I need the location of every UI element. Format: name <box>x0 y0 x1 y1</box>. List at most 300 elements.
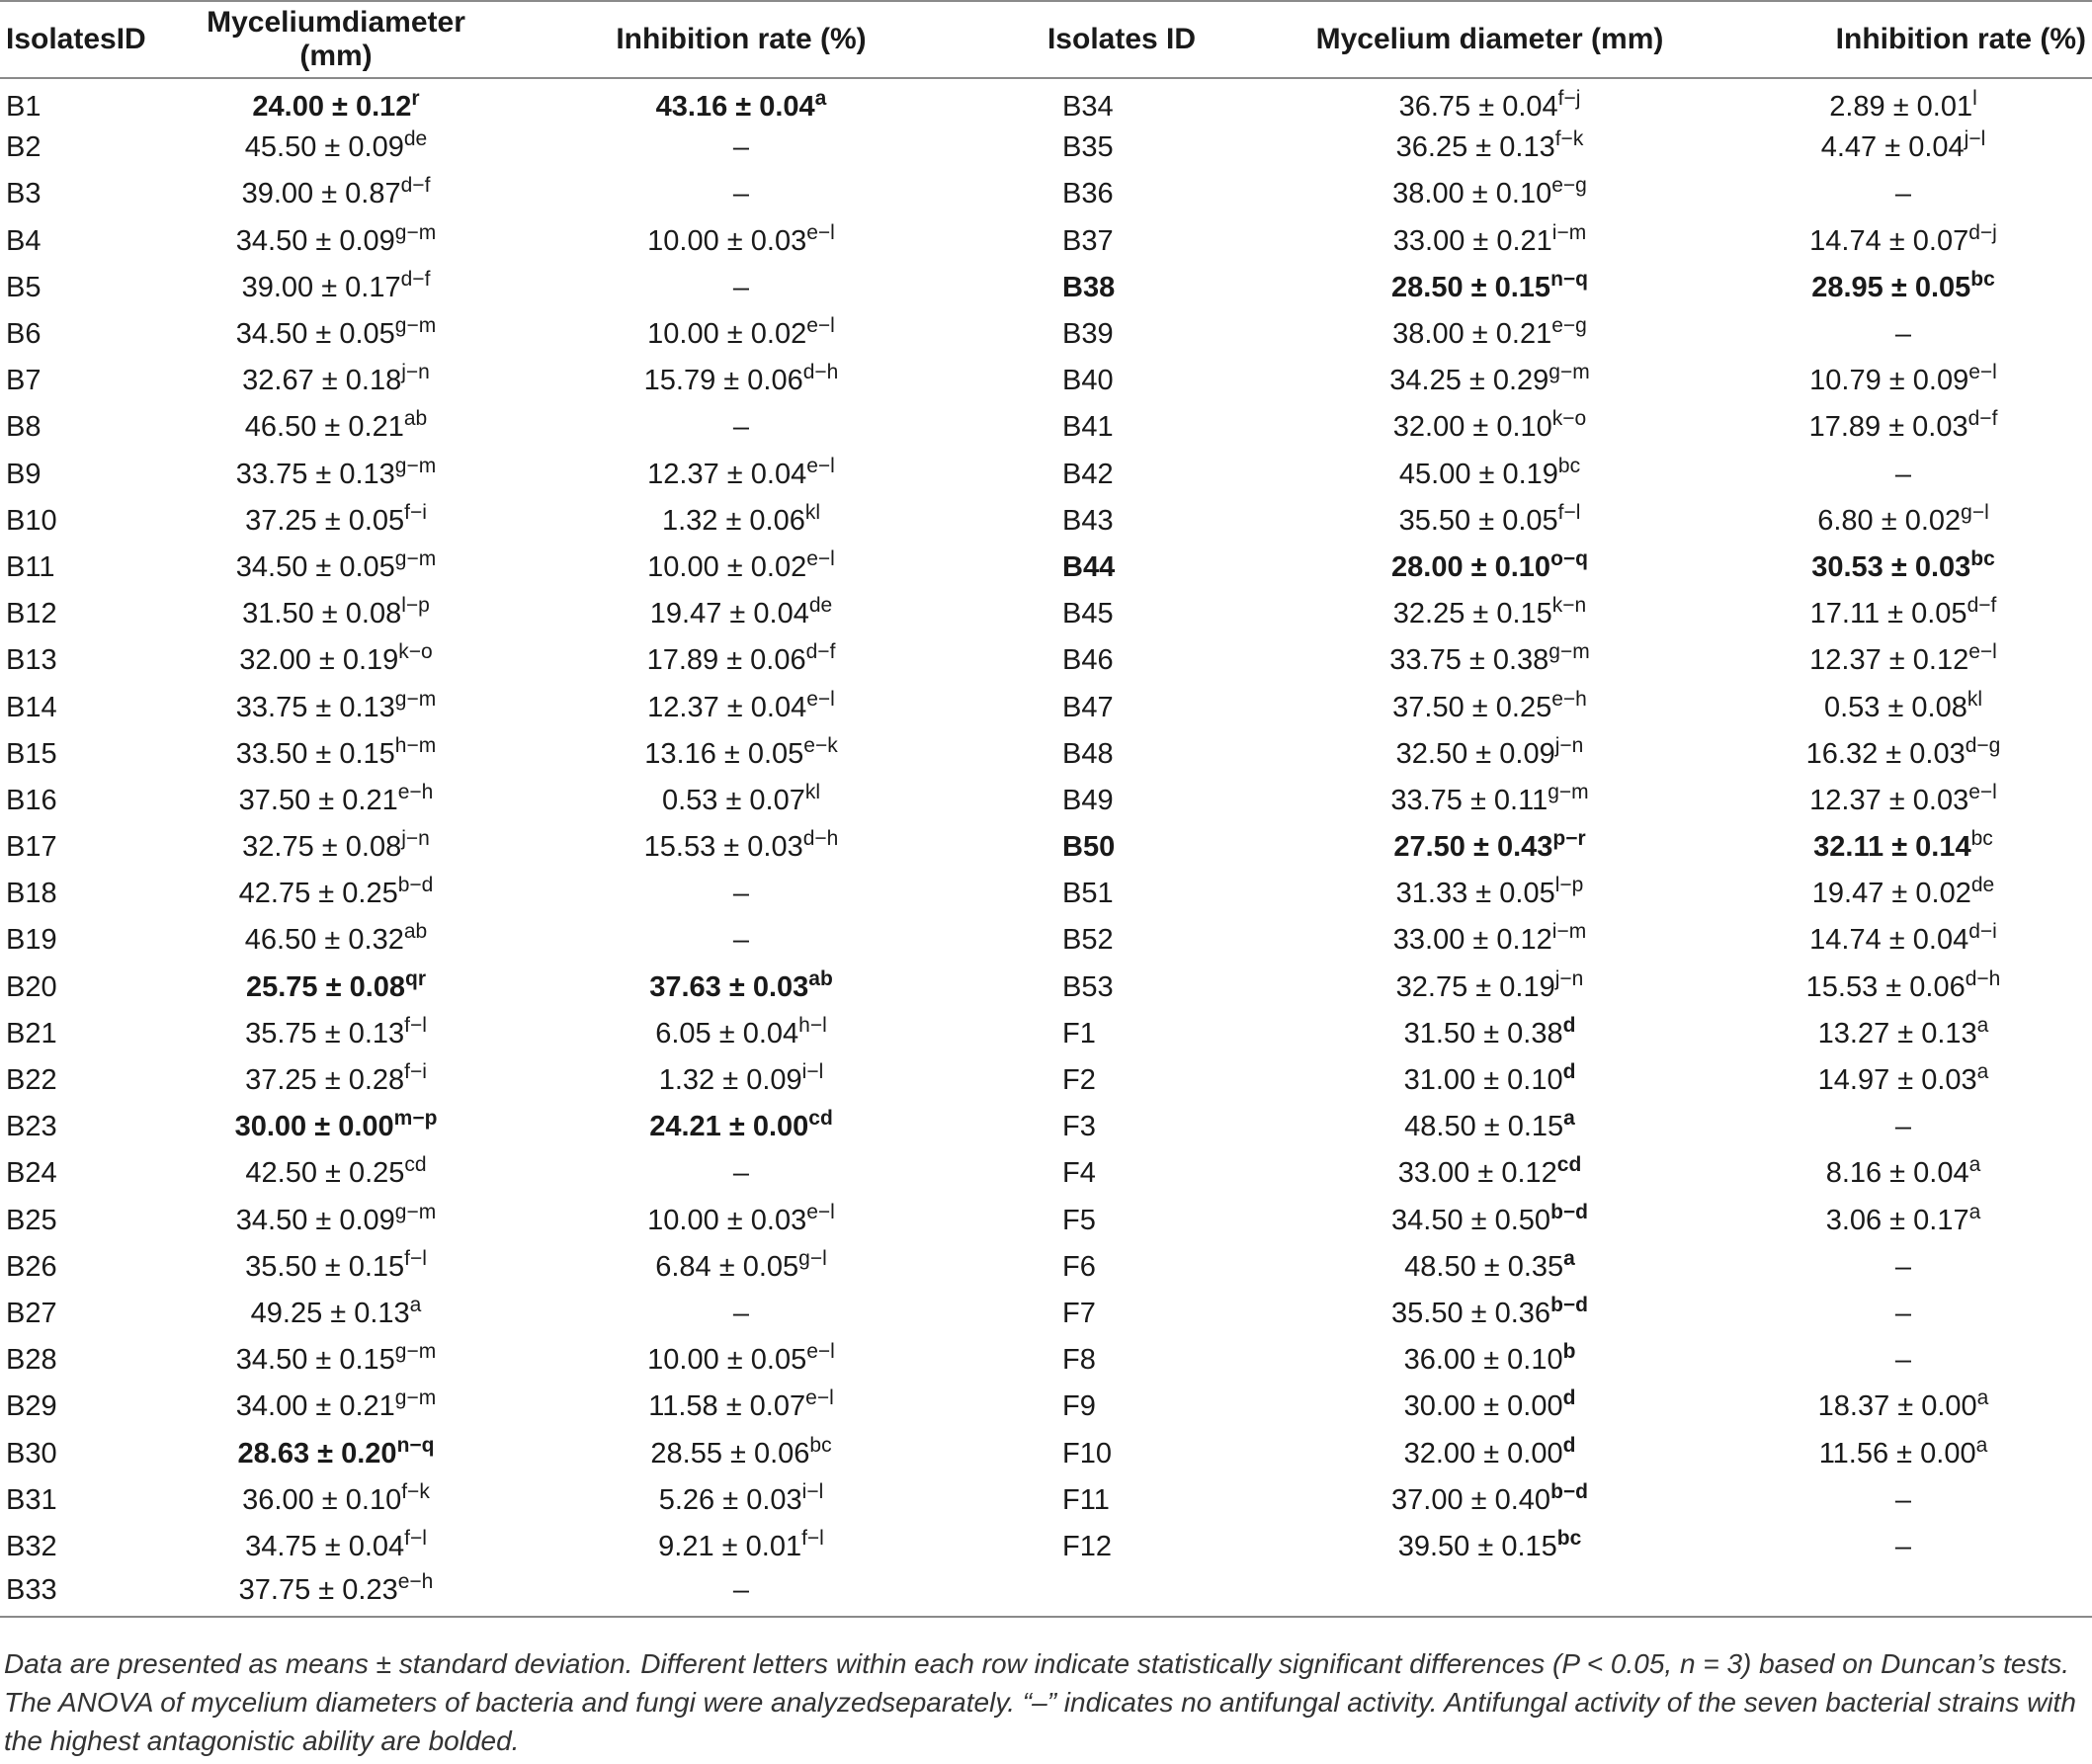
right-diameter-cell <box>1265 591 1715 637</box>
right-diameter-cell <box>1265 311 1715 358</box>
inhibition-value: 3.06 ± 0.17 <box>1825 1204 1969 1236</box>
diameter-letters: g−m <box>394 454 437 477</box>
inhibition-letters: e−l <box>1968 780 1997 803</box>
left-inhibition-cell <box>504 498 978 545</box>
table-row <box>0 1011 2092 1057</box>
inhibition-letters: e−l <box>806 220 835 244</box>
inhibition-value: 37.63 ± 0.03 <box>649 970 809 1003</box>
diameter-value: 34.50 ± 0.09 <box>235 1204 395 1236</box>
inhibition-letters: a <box>1968 1153 1981 1177</box>
isolate-id: B52 <box>1062 924 1114 957</box>
diameter-value: 31.50 ± 0.38 <box>1403 1017 1563 1050</box>
right-inhibition-cell <box>1715 125 2092 171</box>
left-diameter-cell <box>168 917 504 964</box>
left-diameter-cell <box>168 591 504 637</box>
isolate-id: B2 <box>6 131 42 164</box>
right-inhibition-cell <box>1715 218 2092 265</box>
header-row <box>0 1 2092 78</box>
left-diameter-cell <box>168 1477 504 1524</box>
right-isolate-id <box>978 917 1265 964</box>
diameter-value: 37.50 ± 0.21 <box>238 784 398 816</box>
left-isolate-id <box>0 1430 168 1476</box>
left-inhibition-cell <box>504 917 978 964</box>
diameter-letters: cd <box>1556 1153 1582 1177</box>
diameter-letters: de <box>403 127 428 151</box>
left-inhibition-cell <box>504 171 978 217</box>
diameter-letters: g−m <box>394 687 437 711</box>
diameter-value: 28.00 ± 0.10 <box>1391 550 1551 583</box>
left-inhibition-cell <box>504 125 978 171</box>
right-diameter-cell <box>1265 1477 1715 1524</box>
inhibition-value: 28.55 ± 0.06 <box>650 1437 810 1470</box>
inhibition-value: 10.00 ± 0.02 <box>647 318 807 351</box>
diameter-value: 34.00 ± 0.21 <box>235 1390 395 1423</box>
header-mycelium-diameter-right: Mycelium diameter (mm) <box>1265 1 1715 78</box>
right-diameter-cell <box>1265 1244 1715 1291</box>
right-isolate-id <box>978 78 1265 125</box>
inhibition-letters: kl <box>804 780 821 803</box>
right-isolate-id <box>978 637 1265 684</box>
diameter-value: 42.50 ± 0.25 <box>245 1157 405 1190</box>
table-row <box>0 1104 2092 1150</box>
right-inhibition-cell <box>1715 1384 2092 1430</box>
table-row <box>0 265 2092 311</box>
left-diameter-cell <box>168 404 504 451</box>
isolate-id: B51 <box>1062 878 1114 910</box>
isolate-id: B3 <box>6 178 42 210</box>
isolate-id: B7 <box>6 365 42 397</box>
diameter-letters: j−n <box>401 361 430 384</box>
right-diameter-cell <box>1265 545 1715 591</box>
diameter-value: 27.50 ± 0.43 <box>1393 831 1553 864</box>
inhibition-value: 43.16 ± 0.04 <box>655 90 815 123</box>
header-mycelium-diameter-left: Myceliumdiameter (mm) <box>168 1 504 78</box>
left-inhibition-cell <box>504 778 978 824</box>
right-inhibition-cell <box>1715 824 2092 871</box>
isolate-id: B5 <box>6 271 42 303</box>
inhibition-letters: j−l <box>1964 127 1986 151</box>
isolate-id: B23 <box>6 1111 57 1143</box>
inhibition-value: – <box>1894 1111 1912 1143</box>
inhibition-value: – <box>732 1573 750 1606</box>
left-isolate-id <box>0 498 168 545</box>
left-diameter-cell <box>168 1244 504 1291</box>
isolate-id: B48 <box>1062 737 1114 770</box>
diameter-value: 24.00 ± 0.12 <box>252 90 412 123</box>
left-inhibition-cell <box>504 824 978 871</box>
diameter-value: 36.75 ± 0.04 <box>1398 90 1558 123</box>
inhibition-letters: g−l <box>1961 500 1989 524</box>
isolate-id: B35 <box>1062 131 1114 164</box>
left-diameter-cell <box>168 778 504 824</box>
isolate-id: F9 <box>1062 1390 1096 1423</box>
diameter-value: 35.50 ± 0.15 <box>245 1250 405 1283</box>
inhibition-value: 13.16 ± 0.05 <box>644 737 804 770</box>
left-inhibition-cell <box>504 1244 978 1291</box>
diameter-value: 30.00 ± 0.00 <box>234 1111 394 1143</box>
inhibition-value: 15.53 ± 0.03 <box>643 831 803 864</box>
left-isolate-id <box>0 218 168 265</box>
isolate-id: F12 <box>1062 1530 1112 1562</box>
isolate-id: B10 <box>6 504 57 537</box>
diameter-letters: a <box>1563 1107 1575 1131</box>
table-row <box>0 545 2092 591</box>
diameter-value: 34.50 ± 0.05 <box>235 550 395 583</box>
diameter-letters: g−m <box>394 314 437 338</box>
inhibition-letters: e−l <box>806 314 835 338</box>
right-diameter-cell <box>1265 1291 1715 1337</box>
isolate-id: B4 <box>6 224 42 257</box>
table-row <box>0 1384 2092 1430</box>
inhibition-value: 14.97 ± 0.03 <box>1817 1064 1977 1097</box>
header-isolates-id-left: IsolatesID <box>0 1 168 78</box>
isolate-id: B6 <box>6 318 42 351</box>
inhibition-letters: e−l <box>806 454 835 477</box>
inhibition-value: 30.53 ± 0.03 <box>1811 550 1971 583</box>
table-row <box>0 965 2092 1011</box>
diameter-value: 34.50 ± 0.09 <box>235 224 395 257</box>
right-inhibition-cell <box>1715 871 2092 917</box>
right-inhibition-cell <box>1715 591 2092 637</box>
diameter-value: 28.50 ± 0.15 <box>1391 271 1551 303</box>
right-diameter-cell <box>1265 125 1715 171</box>
left-inhibition-cell <box>504 218 978 265</box>
diameter-letters: d <box>1562 1386 1576 1410</box>
right-inhibition-cell <box>1715 78 2092 125</box>
left-isolate-id <box>0 637 168 684</box>
inhibition-value: 6.05 ± 0.04 <box>655 1017 799 1050</box>
left-isolate-id <box>0 78 168 125</box>
isolate-id: B45 <box>1062 598 1114 630</box>
inhibition-value: 32.11 ± 0.14 <box>1813 831 1971 864</box>
isolate-id: B49 <box>1062 784 1114 816</box>
left-inhibition-cell <box>504 1104 978 1150</box>
left-inhibition-cell <box>504 1524 978 1570</box>
diameter-letters: i−m <box>1551 920 1587 944</box>
diameter-value: 33.75 ± 0.11 <box>1390 784 1548 816</box>
right-inhibition-cell <box>1715 1477 2092 1524</box>
left-inhibition-cell <box>504 265 978 311</box>
inhibition-letters: a <box>1968 1200 1981 1223</box>
inhibition-value: – <box>732 1157 750 1190</box>
diameter-value: 31.33 ± 0.05 <box>1395 878 1555 910</box>
inhibition-value: 6.80 ± 0.02 <box>1817 504 1962 537</box>
right-isolate-id <box>978 731 1265 778</box>
empty-cell <box>1715 1570 2092 1617</box>
diameter-value: 31.00 ± 0.10 <box>1403 1064 1563 1097</box>
diameter-letters: l−p <box>1554 874 1584 897</box>
diameter-letters: e−g <box>1551 174 1587 198</box>
diameter-letters: f−l <box>404 1246 427 1270</box>
isolate-id: B34 <box>1062 90 1114 123</box>
left-isolate-id <box>0 171 168 217</box>
left-diameter-cell <box>168 871 504 917</box>
diameter-letters: m−p <box>393 1107 438 1131</box>
diameter-value: 25.75 ± 0.08 <box>245 970 406 1003</box>
left-diameter-cell <box>168 1337 504 1384</box>
table-row <box>0 78 2092 125</box>
isolate-id: B13 <box>6 644 57 677</box>
diameter-letters: n−q <box>1550 267 1588 291</box>
right-isolate-id <box>978 171 1265 217</box>
inhibition-letters: e−l <box>806 687 835 711</box>
isolate-id: B28 <box>6 1344 57 1377</box>
diameter-letters: b−d <box>1550 1200 1588 1223</box>
diameter-value: 32.50 ± 0.09 <box>1395 737 1555 770</box>
left-diameter-cell <box>168 1150 504 1197</box>
left-diameter-cell <box>168 265 504 311</box>
left-isolate-id <box>0 1570 168 1617</box>
left-isolate-id <box>0 1291 168 1337</box>
right-diameter-cell <box>1265 1104 1715 1150</box>
isolate-id: F11 <box>1062 1483 1110 1516</box>
diameter-letters: b−d <box>1550 1293 1588 1316</box>
isolate-id: B27 <box>6 1297 57 1329</box>
inhibition-value: 11.56 ± 0.00 <box>1818 1437 1976 1470</box>
left-inhibition-cell <box>504 452 978 498</box>
right-diameter-cell <box>1265 637 1715 684</box>
right-diameter-cell <box>1265 965 1715 1011</box>
inhibition-value: 5.26 ± 0.03 <box>658 1483 802 1516</box>
diameter-letters: h−m <box>394 733 437 757</box>
diameter-letters: k−o <box>1551 407 1587 431</box>
isolate-id: B50 <box>1062 831 1116 864</box>
table-row <box>0 1570 2092 1617</box>
inhibition-value: 2.89 ± 0.01 <box>1829 90 1973 123</box>
diameter-value: 32.00 ± 0.10 <box>1392 411 1552 444</box>
diameter-letters: d <box>1562 1060 1576 1084</box>
right-inhibition-cell <box>1715 1057 2092 1104</box>
left-isolate-id <box>0 1150 168 1197</box>
inhibition-letters: e−l <box>806 1200 835 1223</box>
inhibition-value: 13.27 ± 0.13 <box>1817 1017 1977 1050</box>
diameter-value: 34.25 ± 0.29 <box>1389 365 1549 397</box>
isolate-id: B30 <box>6 1437 57 1470</box>
diameter-letters: d−f <box>400 174 431 198</box>
diameter-value: 32.25 ± 0.15 <box>1392 598 1552 630</box>
diameter-letters: a <box>1563 1246 1575 1270</box>
left-isolate-id <box>0 778 168 824</box>
right-diameter-cell <box>1265 731 1715 778</box>
inhibition-value: 12.37 ± 0.03 <box>1809 784 1969 816</box>
left-diameter-cell <box>168 218 504 265</box>
inhibition-letters: d−i <box>1968 920 1997 944</box>
inhibition-value: 19.47 ± 0.04 <box>649 598 809 630</box>
right-inhibition-cell <box>1715 265 2092 311</box>
right-isolate-id <box>978 871 1265 917</box>
table-body <box>0 78 2092 1617</box>
left-isolate-id <box>0 1384 168 1430</box>
isolate-id: B24 <box>6 1157 57 1190</box>
isolate-id: B16 <box>6 784 57 816</box>
right-inhibition-cell <box>1715 404 2092 451</box>
inhibition-letters: d−j <box>1968 220 1997 244</box>
table-row <box>0 1477 2092 1524</box>
left-diameter-cell <box>168 78 504 125</box>
table-row <box>0 171 2092 217</box>
right-diameter-cell <box>1265 824 1715 871</box>
left-inhibition-cell <box>504 311 978 358</box>
inhibition-value: 15.53 ± 0.06 <box>1805 970 1966 1003</box>
isolate-id: B21 <box>6 1017 57 1050</box>
inhibition-letters: d−f <box>1967 407 1998 431</box>
right-inhibition-cell <box>1715 358 2092 404</box>
diameter-value: 35.75 ± 0.13 <box>245 1017 405 1050</box>
left-diameter-cell <box>168 1570 504 1617</box>
diameter-value: 33.00 ± 0.21 <box>1392 224 1552 257</box>
right-diameter-cell <box>1265 1384 1715 1430</box>
diameter-value: 39.00 ± 0.87 <box>241 178 401 210</box>
inhibition-letters: a <box>1976 1013 1989 1037</box>
inhibition-value: 14.74 ± 0.07 <box>1809 224 1969 257</box>
left-diameter-cell <box>168 1011 504 1057</box>
right-isolate-id <box>978 1430 1265 1476</box>
diameter-value: 45.50 ± 0.09 <box>244 131 404 164</box>
left-diameter-cell <box>168 731 504 778</box>
inhibition-letters: h−l <box>798 1013 827 1037</box>
inhibition-value: 10.00 ± 0.05 <box>647 1344 807 1377</box>
table-row <box>0 684 2092 730</box>
inhibition-letters: de <box>808 594 833 618</box>
diameter-value: 32.75 ± 0.08 <box>242 831 402 864</box>
inhibition-value: 17.89 ± 0.03 <box>1808 411 1968 444</box>
inhibition-value: – <box>732 271 750 303</box>
right-inhibition-cell <box>1715 1430 2092 1476</box>
right-inhibition-cell <box>1715 637 2092 684</box>
left-diameter-cell <box>168 965 504 1011</box>
table-row <box>0 1057 2092 1104</box>
inhibition-value: 15.79 ± 0.06 <box>643 365 803 397</box>
right-diameter-cell <box>1265 218 1715 265</box>
inhibition-value: 8.16 ± 0.04 <box>1825 1157 1969 1190</box>
table-row <box>0 498 2092 545</box>
table-row <box>0 125 2092 171</box>
inhibition-letters: d−f <box>805 640 836 664</box>
diameter-value: 32.00 ± 0.19 <box>239 644 399 677</box>
left-diameter-cell <box>168 545 504 591</box>
left-isolate-id <box>0 684 168 730</box>
right-isolate-id <box>978 684 1265 730</box>
inhibition-value: 24.21 ± 0.00 <box>649 1111 809 1143</box>
isolate-id: B1 <box>6 90 42 123</box>
right-inhibition-cell <box>1715 731 2092 778</box>
right-diameter-cell <box>1265 1057 1715 1104</box>
right-inhibition-cell <box>1715 1337 2092 1384</box>
inhibition-letters: d−h <box>802 361 839 384</box>
left-isolate-id <box>0 591 168 637</box>
inhibition-value: 1.32 ± 0.06 <box>661 504 805 537</box>
inhibition-letters: f−l <box>801 1526 824 1550</box>
isolate-id: B11 <box>6 550 55 583</box>
diameter-letters: f−i <box>404 500 427 524</box>
table-row <box>0 731 2092 778</box>
inhibition-value: 10.00 ± 0.02 <box>647 550 807 583</box>
diameter-letters: g−m <box>394 1386 437 1410</box>
left-inhibition-cell <box>504 1057 978 1104</box>
left-diameter-cell <box>168 311 504 358</box>
right-inhibition-cell <box>1715 965 2092 1011</box>
inhibition-letters: l <box>1972 86 1977 110</box>
left-isolate-id <box>0 265 168 311</box>
right-inhibition-cell <box>1715 1198 2092 1244</box>
diameter-letters: n−q <box>396 1433 435 1457</box>
inhibition-letters: de <box>1970 874 1995 897</box>
right-diameter-cell <box>1265 171 1715 217</box>
inhibition-value: 17.89 ± 0.06 <box>646 644 806 677</box>
diameter-letters: bc <box>1557 454 1581 477</box>
left-inhibition-cell <box>504 965 978 1011</box>
right-inhibition-cell <box>1715 311 2092 358</box>
inhibition-letters: bc <box>809 1433 832 1457</box>
isolate-id: B18 <box>6 878 57 910</box>
inhibition-letters: a <box>814 86 827 110</box>
isolate-id: B43 <box>1062 504 1114 537</box>
table-row <box>0 824 2092 871</box>
right-isolate-id <box>978 1011 1265 1057</box>
header-inhibition-rate-right: Inhibition rate (%) <box>1715 1 2092 78</box>
inhibition-value: 6.84 ± 0.05 <box>655 1250 799 1283</box>
inhibition-letters: a <box>1975 1433 1988 1457</box>
left-diameter-cell <box>168 1198 504 1244</box>
diameter-value: 37.50 ± 0.25 <box>1392 691 1552 723</box>
diameter-letters: b−d <box>1550 1479 1588 1503</box>
right-diameter-cell <box>1265 1150 1715 1197</box>
left-inhibition-cell <box>504 1477 978 1524</box>
isolate-id: B36 <box>1062 178 1114 210</box>
right-diameter-cell <box>1265 265 1715 311</box>
diameter-letters: f−j <box>1557 86 1581 110</box>
left-isolate-id <box>0 1057 168 1104</box>
left-inhibition-cell <box>504 1198 978 1244</box>
right-inhibition-cell <box>1715 917 2092 964</box>
isolate-id: B32 <box>6 1530 57 1562</box>
diameter-value: 42.75 ± 0.25 <box>238 878 398 910</box>
table-row <box>0 218 2092 265</box>
isolate-id: F1 <box>1062 1017 1096 1050</box>
isolate-id: F8 <box>1062 1344 1096 1377</box>
header-inhibition-rate-left: Inhibition rate (%) <box>504 1 978 78</box>
right-diameter-cell <box>1265 78 1715 125</box>
inhibition-letters: ab <box>808 966 833 990</box>
diameter-letters: k−o <box>398 640 433 664</box>
diameter-letters: e−g <box>1551 314 1587 338</box>
inhibition-letters: e−l <box>1968 640 1997 664</box>
table-row <box>0 1524 2092 1570</box>
diameter-letters: f−i <box>404 1060 427 1084</box>
right-inhibition-cell <box>1715 171 2092 217</box>
left-diameter-cell <box>168 452 504 498</box>
diameter-value: 31.50 ± 0.08 <box>242 598 402 630</box>
diameter-value: 34.50 ± 0.15 <box>235 1344 395 1377</box>
isolate-id: B22 <box>6 1064 57 1097</box>
right-isolate-id <box>978 1057 1265 1104</box>
left-isolate-id <box>0 1477 168 1524</box>
isolate-id: B15 <box>6 737 57 770</box>
isolate-id: F2 <box>1062 1064 1096 1097</box>
diameter-value: 33.75 ± 0.38 <box>1389 644 1549 677</box>
left-diameter-cell <box>168 1430 504 1476</box>
left-inhibition-cell <box>504 684 978 730</box>
table-row <box>0 871 2092 917</box>
right-diameter-cell <box>1265 684 1715 730</box>
inhibition-value: 10.79 ± 0.09 <box>1809 365 1969 397</box>
isolate-id: B12 <box>6 598 57 630</box>
inhibition-value: 9.21 ± 0.01 <box>658 1530 802 1562</box>
diameter-letters: p−r <box>1552 827 1586 851</box>
diameter-value: 46.50 ± 0.21 <box>244 411 404 444</box>
diameter-letters: g−m <box>394 546 437 570</box>
diameter-value: 34.50 ± 0.05 <box>235 318 395 351</box>
